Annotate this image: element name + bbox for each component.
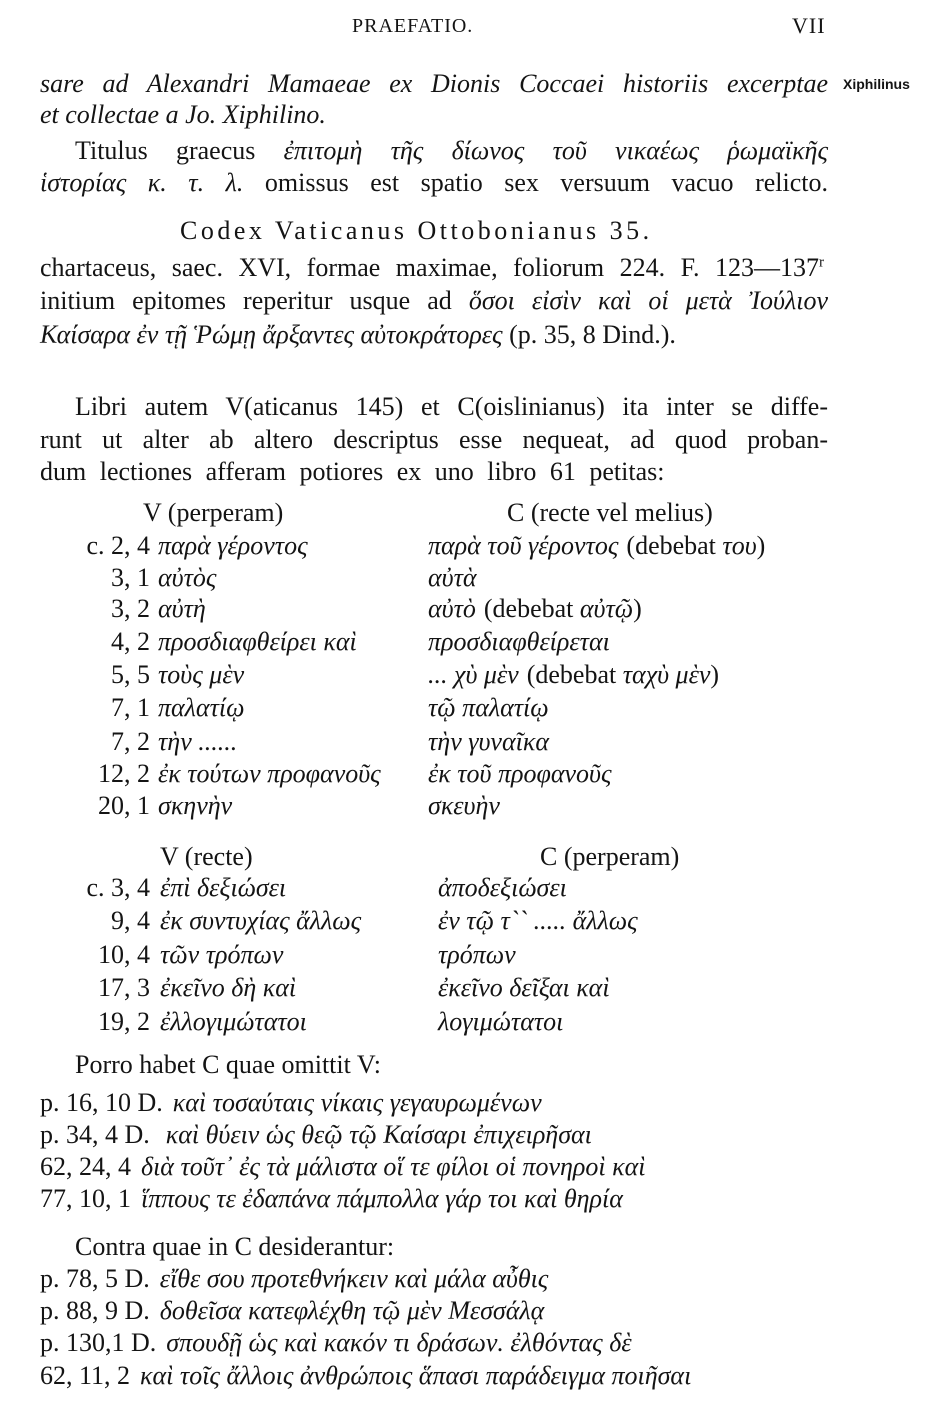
reading-c-text: ... χὺ μὲν	[428, 660, 519, 689]
reading-v: αὐτὸς	[158, 563, 217, 592]
note-post: )	[756, 531, 766, 560]
row-ref: 3, 2	[111, 594, 150, 623]
reading-v: παρὰ γέροντος	[158, 531, 308, 560]
row-ref: 5, 5	[111, 660, 150, 689]
reading-c	[428, 594, 642, 624]
item-ref: p. 88, 9 D.	[40, 1296, 150, 1325]
reading-c: τῷ παλατίῳ	[428, 693, 549, 722]
reading-v: τῶν τρόπων	[160, 940, 284, 969]
row-ref: 3, 1	[111, 563, 150, 592]
note-post: )	[710, 660, 720, 689]
list-item	[40, 1184, 623, 1214]
table2-row	[0, 873, 940, 903]
reading-note	[527, 660, 719, 689]
item-ref: p. 34, 4 D.	[40, 1120, 150, 1149]
item-ref: 77, 10, 1	[40, 1184, 131, 1213]
reading-c	[428, 531, 765, 561]
list-item	[40, 1264, 548, 1294]
note-pre: (debebat	[626, 531, 716, 560]
note-pre: (debebat	[483, 594, 574, 623]
intro-line-4	[40, 168, 828, 198]
table2-row	[0, 1007, 940, 1037]
reading-c: προσδιαφθείρεται	[428, 627, 610, 656]
margin-note: Xiphilinus	[843, 76, 910, 92]
item-greek: καὶ θύειν ὡς θεῷ τῷ Καίσαρι ἐπιχειρῆσαι	[165, 1120, 592, 1149]
codex-line-3-greek: Καίσαρα ἐν τῇ Ῥώμῃ ἄρξαντες αὐτοκράτορες	[40, 320, 503, 349]
reading-v: σκηνὴν	[158, 791, 233, 820]
reading-c: ἐκ τοῦ προφανοῦς	[428, 759, 612, 788]
reading-v: τοὺς μὲν	[158, 660, 245, 689]
list-item	[40, 1296, 544, 1326]
row-ref: 17, 3	[98, 973, 150, 1002]
reading-c: αὐτὰ	[428, 563, 477, 592]
table1-row	[0, 627, 940, 657]
comparison-line-3: dum lectiones afferam potiores ex uno libro 61 petitas:	[40, 457, 665, 486]
item-ref: 62, 11, 2	[40, 1361, 131, 1390]
reading-c: τρόπων	[438, 940, 516, 969]
reading-v: ἐκεῖνο δὴ καὶ	[160, 973, 297, 1002]
note-greek: αὐτῷ	[579, 594, 634, 623]
table2-row	[0, 940, 940, 970]
reading-c	[428, 660, 719, 690]
list-item	[40, 1328, 632, 1358]
row-ref: 12, 2	[98, 759, 150, 788]
item-greek: σπουδῇ ὡς καὶ κακόν τι δράσων. ἐλθόντας δὲ	[166, 1328, 632, 1357]
reading-c: τὴν γυναῖκα	[428, 727, 549, 756]
item-greek: ἵππους τε ἐδαπάνα πάμπολλα γάρ τοι καὶ θηρία	[141, 1184, 623, 1213]
table2-header-v: V (recte)	[160, 842, 253, 871]
item-ref: p. 16, 10 D.	[40, 1088, 163, 1117]
item-greek: καὶ τοσαύταις νίκαις γεγαυρωμένων	[172, 1088, 542, 1117]
running-title: PRAEFATIO.	[352, 15, 474, 37]
reading-v: παλατίῳ	[158, 693, 245, 722]
list-item	[40, 1361, 691, 1391]
row-ref: 4, 2	[111, 627, 150, 656]
reading-v: ἐπὶ δεξιώσει	[160, 873, 287, 902]
porro-heading: Porro habet C quae omittit V:	[75, 1050, 381, 1079]
intro-line-2: et collectae a Jo. Xiphilino.	[40, 100, 326, 129]
reading-v: τὴν ......	[158, 727, 238, 756]
note-pre: (debebat	[526, 660, 617, 689]
contra-heading: Contra quae in C desiderantur:	[75, 1232, 395, 1261]
greek-title-end: ἱστορίας κ. τ. λ.	[40, 168, 244, 197]
table1-row	[0, 791, 940, 821]
row-ref: 7, 1	[111, 693, 150, 722]
item-ref: 62, 24, 4	[40, 1152, 131, 1181]
note-post: )	[633, 594, 642, 623]
codex-line-3	[40, 320, 676, 350]
list-item	[40, 1088, 542, 1118]
table2-row	[0, 906, 940, 936]
reading-v: προσδιαφθείρει καὶ	[158, 627, 357, 656]
list-item	[40, 1120, 592, 1150]
row-ref: 7, 2	[111, 727, 150, 756]
reading-note	[626, 531, 765, 560]
intro-line-1: sare ad Alexandri Mamaeae ex Dionis Coccaei historiis excerptae	[40, 69, 828, 98]
codex-line-2-text: initium epitomes reperitur usque ad	[40, 286, 452, 315]
table1-header-v: V (perperam)	[143, 498, 284, 527]
row-ref: c. 3, 4	[86, 873, 150, 902]
table1-row	[0, 727, 940, 757]
item-greek: διὰ τοῦτ᾽ ἐς τὰ μάλιστα οἵ τε φίλοι οἱ πονηροὶ καὶ	[141, 1152, 646, 1181]
item-ref: p. 78, 5 D.	[40, 1264, 150, 1293]
reading-c-text: αὐτὸ	[428, 594, 476, 623]
item-greek: εἴθε σου προτεθνήκειν καὶ μάλα αὖθις	[159, 1264, 549, 1293]
note-greek: του	[722, 531, 757, 560]
item-ref: p. 130,1 D.	[40, 1328, 157, 1357]
table1-row	[0, 594, 940, 624]
reading-c-text: παρὰ τοῦ γέροντος	[428, 531, 619, 560]
codex-heading: Codex Vaticanus Ottobonianus 35.	[180, 216, 653, 245]
table1-header-c: C (recte vel melius)	[507, 498, 713, 527]
reading-c: λογιμώτατοι	[438, 1007, 564, 1036]
table2-row	[0, 973, 940, 1003]
codex-line-2	[40, 286, 828, 316]
comparison-line-1: Libri autem V(aticanus 145) et C(oislinianus) ita inter se diffe-	[75, 392, 828, 421]
reading-c: σκευὴν	[428, 791, 500, 820]
table2-header-c: C (perperam)	[540, 842, 680, 871]
reading-v: ἐλλογιμώτατοι	[160, 1007, 307, 1036]
codex-line-3-text: (p. 35, 8 Dind.).	[509, 320, 676, 349]
reading-v: αὐτὴ	[158, 594, 206, 623]
row-ref: 20, 1	[98, 791, 150, 820]
titulus-label: Titulus graecus	[75, 136, 256, 165]
reading-c: ἐν τῷ τ`` ..... ἄλλως	[438, 906, 638, 935]
table1-row	[0, 693, 940, 723]
list-item	[40, 1152, 645, 1182]
row-ref: 19, 2	[98, 1007, 150, 1036]
item-greek: δοθεῖσα κατεφλέχθη τῷ μὲν Μεσσάλᾳ	[159, 1296, 545, 1325]
reading-c: ἀποδεξιώσει	[438, 873, 567, 902]
row-ref: 10, 4	[98, 940, 150, 969]
table1-row	[0, 660, 940, 690]
note-greek: ταχὺ μὲν	[622, 660, 711, 689]
row-ref: c. 2, 4	[86, 531, 150, 560]
reading-c: ἐκεῖνο δεῖξαι καὶ	[438, 973, 610, 1002]
intro-line-3	[75, 136, 828, 166]
codex-line-1	[40, 253, 824, 283]
greek-title: ἐπιτομὴ τῆς δίωνος τοῦ νικαέως ῥωμαϊκῆς	[283, 136, 829, 165]
codex-line-2-greek: ὅσοι εἰσὶν καὶ οἱ μετὰ Ἰούλιον	[468, 286, 829, 315]
intro-line-4-text: omissus est spatio sex versuum vacuo relicto.	[264, 168, 828, 197]
table1-row	[0, 563, 940, 593]
page-number: VII	[792, 13, 826, 38]
reading-v: ἐκ τούτων προφανοῦς	[158, 759, 381, 788]
reading-note	[484, 594, 642, 623]
comparison-line-2: runt ut alter ab altero descriptus esse nequeat, ad quod proban-	[40, 425, 828, 454]
table1-row	[0, 759, 940, 789]
row-ref: 9, 4	[111, 906, 150, 935]
reading-v: ἐκ συντυχίας ἄλλως	[160, 906, 362, 935]
item-greek: καὶ τοῖς ἄλλοις ἀνθρώποις ἅπασι παράδειγμα ποιῆσαι	[140, 1361, 692, 1390]
folio-recto-mark: r	[819, 254, 824, 271]
table1-row	[0, 531, 940, 561]
codex-line-1-text: chartaceus, saec. XVI, formae maximae, foliorum 224. F. 123—137	[40, 253, 819, 282]
